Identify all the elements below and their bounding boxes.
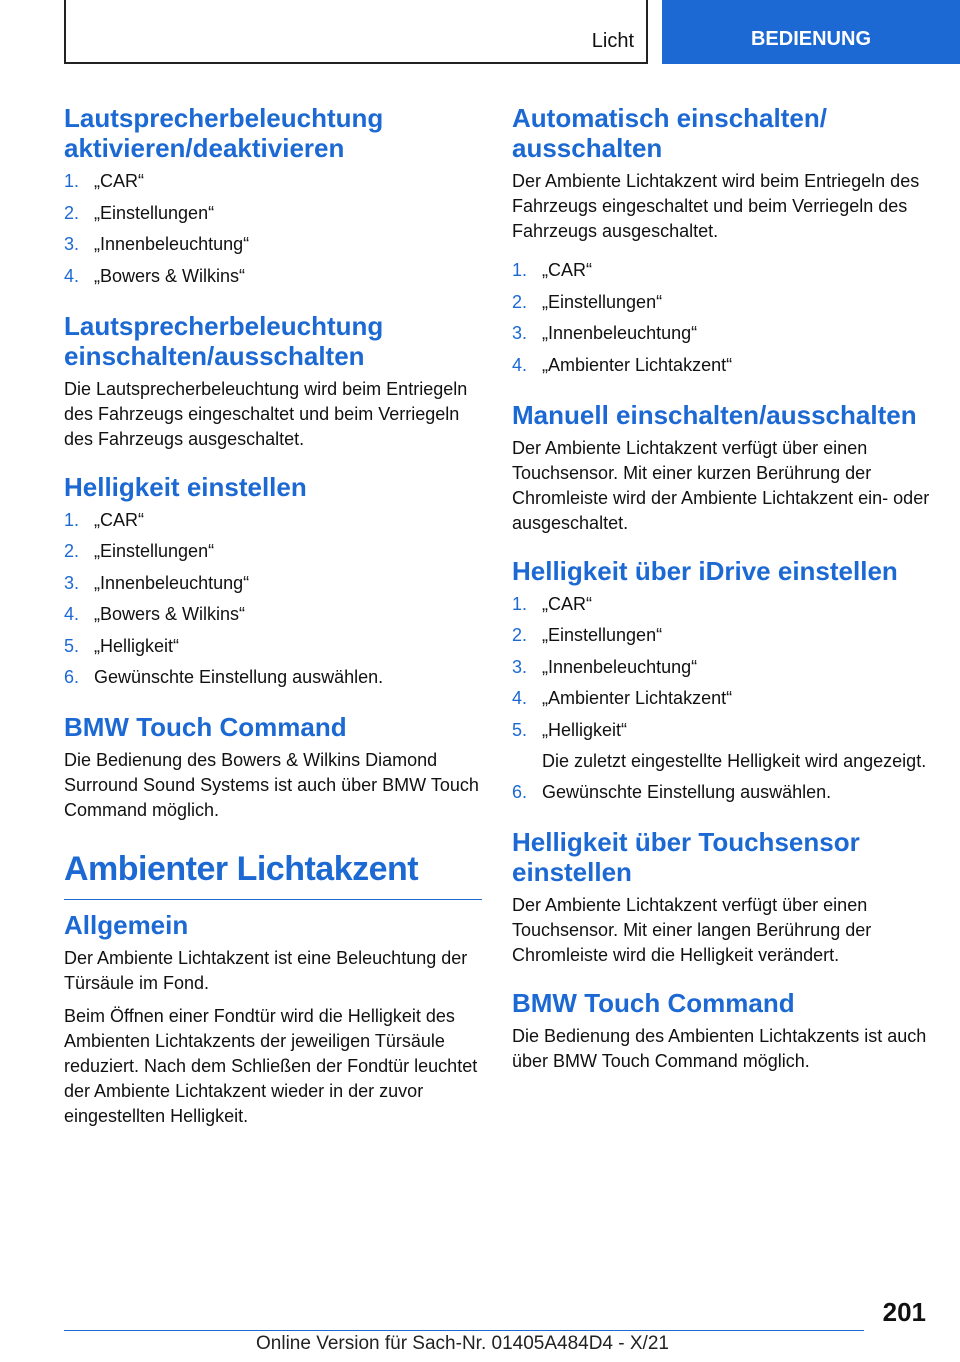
step-text: „Einstellungen“ <box>94 541 215 561</box>
section-touch-command <box>64 712 482 823</box>
step-text: „Ambienter Lichtakzent“ <box>542 354 733 375</box>
header-chapter-tab <box>662 0 960 64</box>
section-brightness <box>64 472 482 691</box>
step-text: „Bowers & Wilkins“ <box>94 604 246 624</box>
step-number: 1. <box>64 171 80 191</box>
list-item <box>64 169 482 194</box>
section-speaker-light-activate <box>64 103 482 289</box>
step-text: „Helligkeit“ <box>94 635 180 656</box>
section-title: Manuell einschalten/ausschalten <box>512 399 917 430</box>
step-list <box>64 508 482 691</box>
list-item <box>64 665 482 690</box>
step-number: 1. <box>64 509 80 530</box>
list-item <box>512 290 930 315</box>
step-text: „Innenbeleuchtung“ <box>94 572 250 593</box>
step-number: 4. <box>64 265 80 286</box>
step-number: 3. <box>64 234 80 254</box>
section-title: BMW Touch Command <box>64 712 347 742</box>
paragraph: Beim Öffnen einer Fondtür wird die Helligkeit des Ambienten Lichtakzents der jeweiligen Türsäule reduziert. Nach dem Schließen der Fondtür leuchtet der Ambiente Lichtakzent wieder in der zuvor eingestellten Helligkeit. <box>64 1006 478 1126</box>
step-text: „CAR“ <box>542 593 592 614</box>
list-item <box>64 571 482 596</box>
paragraph: Die Bedienung des Ambienten Lichtakzents ist auch über BMW Touch Command möglich. <box>512 1026 927 1071</box>
step-number: 2. <box>64 541 80 561</box>
step-number: 1. <box>512 260 528 280</box>
section-title: Helligkeit über iDrive einstellen <box>512 555 898 586</box>
step-number: 4. <box>512 688 528 708</box>
step-number: 1. <box>512 593 528 614</box>
section-auto-onoff <box>512 103 930 378</box>
step-list <box>512 258 930 378</box>
section-title: BMW Touch Command <box>512 988 795 1018</box>
section-touch-command-right <box>512 988 930 1074</box>
paragraph: Die Lautsprecherbeleuchtung wird beim Entriegeln des Fahrzeugs eingeschaltet und beim Verriegeln des Fahrzeugs ausgeschaltet. <box>64 378 468 449</box>
paragraph: Der Ambiente Lichtakzent wird beim Entriegeln des Fahrzeugs eingeschaltet und beim Verriegeln des Fahrzeugs ausgeschaltet. <box>512 171 920 241</box>
list-item <box>512 623 930 648</box>
step-number: 3. <box>64 572 80 593</box>
section-title: Automatisch einschalten/ ausschalten <box>512 103 827 163</box>
step-text: „Einstellungen“ <box>94 202 215 223</box>
step-number: 5. <box>512 719 528 740</box>
step-text: Gewünschte Einstellung auswählen. <box>542 782 832 802</box>
step-text: „CAR“ <box>94 509 144 530</box>
list-item <box>64 232 482 257</box>
header-section: Licht <box>591 30 634 52</box>
right-column <box>512 103 930 1094</box>
step-list <box>512 592 930 806</box>
footer-text: Online Version für Sach-Nr. 01405A484D4 - X/21 <box>256 1333 669 1354</box>
section-title: Lautsprecherbeleuchtung einschalten/ausschalten <box>64 310 384 371</box>
step-text: „Bowers & Wilkins“ <box>94 265 246 286</box>
list-item <box>64 602 482 627</box>
step-number: 2. <box>64 202 80 223</box>
step-text: „Ambienter Lichtakzent“ <box>542 688 733 708</box>
step-text: „CAR“ <box>94 171 144 191</box>
step-note: Die zuletzt eingestellte Helligkeit wird angezeigt. <box>542 750 927 771</box>
step-number: 2. <box>512 625 528 645</box>
step-number: 6. <box>512 782 528 802</box>
step-text: „Einstellungen“ <box>542 291 663 312</box>
paragraph: Der Ambiente Lichtakzent verfügt über einen Touchsensor. Mit einer kurzen Berührung der Chromleiste wird der Ambiente Lichtakzent ein- oder ausgeschaltet. <box>512 437 930 533</box>
step-text: Gewünschte Einstellung auswählen. <box>94 667 384 687</box>
header-chapter-label: BEDIENUNG <box>750 27 871 50</box>
list-item <box>64 634 482 659</box>
header-box <box>64 0 648 64</box>
list-item <box>512 686 930 711</box>
step-list <box>64 169 482 289</box>
section-general <box>64 910 482 1129</box>
step-text: „Innenbeleuchtung“ <box>542 323 698 343</box>
list-item <box>512 353 930 378</box>
step-number: 2. <box>512 291 528 312</box>
section-title: Helligkeit über Touchsensor einstellen <box>512 827 860 887</box>
step-text: „Innenbeleuchtung“ <box>94 234 250 254</box>
section-manual-onoff <box>512 400 930 536</box>
step-text: „Innenbeleuchtung“ <box>542 656 698 677</box>
section-title: Helligkeit einstellen <box>64 471 307 502</box>
section-brightness-idrive <box>512 556 930 806</box>
step-number: 4. <box>512 354 528 375</box>
list-item <box>512 592 930 617</box>
chapter-title: Ambienter Lichtakzent <box>64 849 482 900</box>
footer-divider <box>64 1330 864 1331</box>
list-item <box>64 201 482 226</box>
list-item <box>512 655 930 680</box>
step-text: „Helligkeit“ <box>542 719 628 740</box>
list-item <box>512 258 930 283</box>
list-item <box>512 321 930 346</box>
step-text: „CAR“ <box>542 260 592 280</box>
step-number: 4. <box>64 604 80 624</box>
section-brightness-touchsensor <box>512 827 930 968</box>
list-item <box>512 718 930 774</box>
step-number: 5. <box>64 635 80 656</box>
list-item <box>64 508 482 533</box>
page-number: 201 <box>882 1297 926 1327</box>
step-text: „Einstellungen“ <box>542 625 663 645</box>
section-title: Allgemein <box>64 910 189 940</box>
step-number: 6. <box>64 667 80 687</box>
paragraph: Der Ambiente Lichtakzent verfügt über einen Touchsensor. Mit einer langen Berührung der Chromleiste wird die Helligkeit verändert. <box>512 895 872 965</box>
section-title: Lautsprecherbeleuchtung aktivieren/deaktivieren <box>64 103 384 163</box>
list-item <box>64 539 482 564</box>
paragraph: Die Bedienung des Bowers & Wilkins Diamond Surround Sound Systems ist auch über BMW Touch Command möglich. <box>64 750 479 820</box>
paragraph: Der Ambiente Lichtakzent ist eine Beleuchtung der Türsäule im Fond. <box>64 948 468 993</box>
list-item <box>512 780 930 805</box>
step-number: 3. <box>512 656 528 677</box>
step-number: 3. <box>512 323 528 343</box>
section-speaker-light-onoff <box>64 311 482 452</box>
left-column <box>64 103 482 1149</box>
list-item <box>64 264 482 289</box>
